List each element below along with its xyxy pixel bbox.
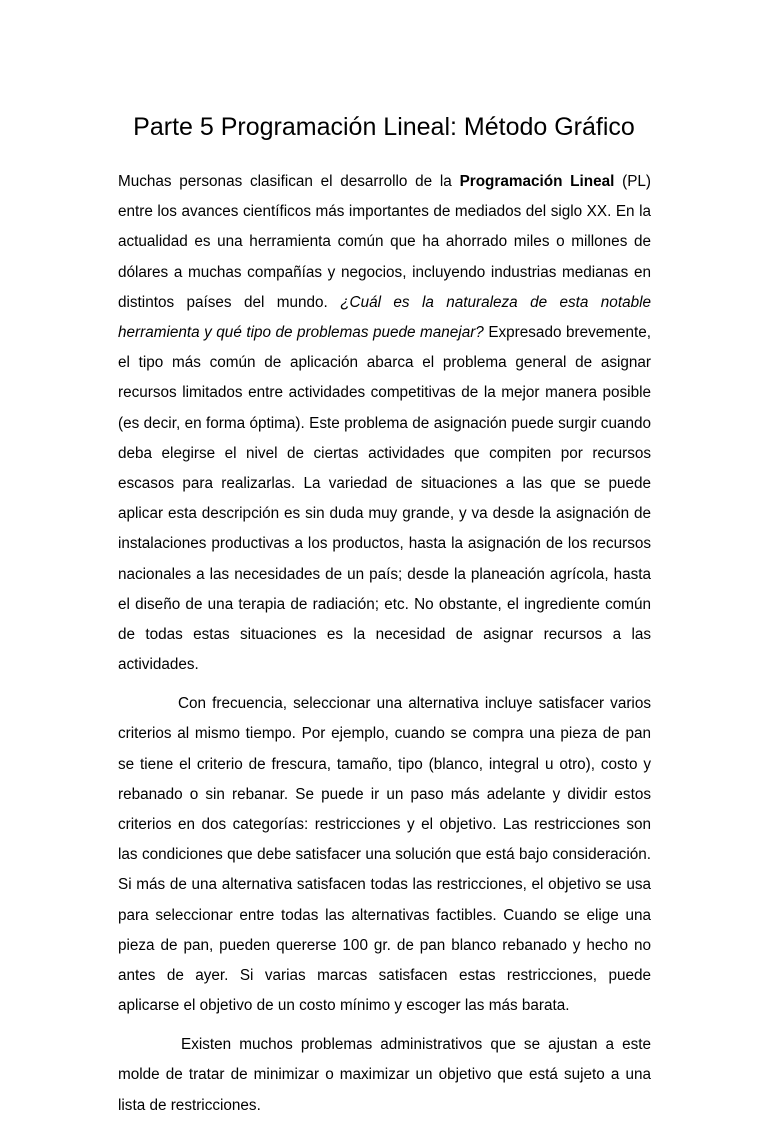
paragraph-text: Muchas personas clasifican el desarrollo de la xyxy=(118,173,460,190)
paragraph-text: (PL) entre los avances científicos más importantes de mediados del siglo XX. En la actualidad es una herramienta común que ha ahorrado miles o millones de dólares a muchas compañías y negocios, incluyendo industrias medianas en distintos países del mundo. xyxy=(118,173,651,311)
bold-text: Programación Lineal xyxy=(459,173,615,190)
document-title: Parte 5 Programación Lineal: Método Gráfico xyxy=(133,113,635,141)
document-body xyxy=(118,167,651,1130)
paragraph-text: Existen muchos problemas administrativos que se ajustan a este molde de tratar de minimizar o maximizar un objetivo que está sujeto a una lista de restricciones. xyxy=(118,1036,651,1114)
italic-text: ¿Cuál es la naturaleza de esta notable herramienta y qué tipo de problemas puede manejar? xyxy=(118,293,651,342)
paragraph xyxy=(118,1030,651,1121)
paragraph-text: Con frecuencia, seleccionar una alternativa incluye satisfacer varios criterios al mismo tiempo. Por ejemplo, cuando se compra una pieza de pan se tiene el criterio de frescura, tamaño, tipo (blanco, integral u otro), costo y rebanado o sin rebanar. Se puede ir un paso más adelante y dividir estos criterios en dos categorías: restricciones y el objetivo. Las restricciones son las condiciones que debe satisfacer una solución que está bajo consideración. Si más de una alternativa satisfacen todas las restricciones, el objetivo se usa para seleccionar entre todas las alternativas factibles. Cuando se elige una pieza de pan, pueden quererse 100 gr. de pan blanco rebanado y hecho no antes de ayer. Si varias marcas satisfacen estas restricciones, puede aplicarse el objetivo de un costo mínimo y escoger las más barata. xyxy=(118,695,651,1015)
paragraph xyxy=(118,167,651,680)
paragraph-text: Expresado brevemente, el tipo más común de aplicación abarca el problema general de asignar recursos limitados entre actividades competitivas de la mejor manera posible (es decir, en forma óptima). Este problema de asignación puede surgir cuando deba elegirse el nivel de ciertas actividades que compiten por recursos escasos para realizarlas. La variedad de situaciones a las que se puede aplicar esta descripción es sin duda muy grande, y va desde la asignación de instalaciones productivas a los productos, hasta la asignación de los recursos nacionales a las necesidades de un país; desde la planeación agrícola, hasta el diseño de una terapia de radiación; etc. No obstante, el ingrediente común de todas estas situaciones es la necesidad de asignar recursos a las actividades. xyxy=(118,324,652,674)
paragraph xyxy=(118,689,651,1021)
